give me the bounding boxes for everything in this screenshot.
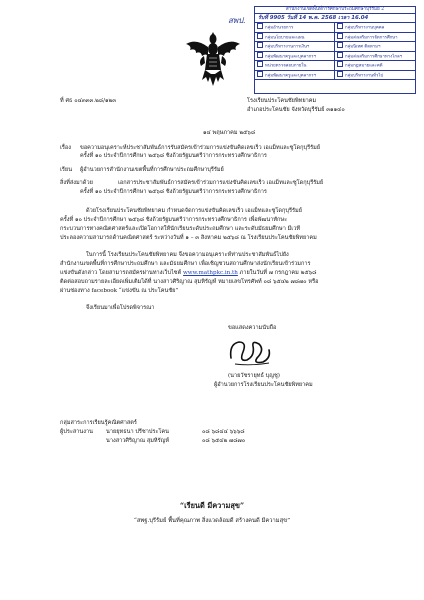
- stamp-department-label: กลุ่มบริหารงานบุคคล: [345, 25, 385, 31]
- paragraph2-line-3-post: ภายในวันที่ ๗ กรกฎาคม ๒๕๖๘: [239, 270, 317, 276]
- checkbox-icon: [257, 52, 263, 58]
- coordinator-name: นายยุทธนา ปรีชาประโคน: [106, 429, 169, 435]
- subject-line-2: ครั้งที่ ๑๐ ประจำปีการศึกษา ๒๕๖๘ ชิงถ้วยรัฐมนตรีว่าการกระทรวงศึกษาธิการ: [80, 153, 267, 159]
- paragraph1-line: ประลองความสามารถด้านคณิตศาสตร์ ระหว่างวันที่ ๑ – ๓ สิงหาคม ๒๕๖๘ ณ โรงเรียนประโคนชัยพิทยาคม: [60, 235, 317, 241]
- checkbox-icon: [257, 71, 263, 77]
- coordinator-label: ผู้ประสานงาน: [60, 429, 93, 435]
- stamp-department-item: [335, 52, 415, 62]
- stamp-department-grid: [255, 23, 415, 80]
- stamp-department-item: [335, 61, 415, 71]
- stamp-department-label: กลุ่มอำนวยการ: [265, 25, 294, 31]
- school-name: โรงเรียนประโคนชัยพิทยาคม: [247, 98, 317, 104]
- document-date: ๑๔ พฤษภาคม ๒๕๖๘: [203, 130, 256, 136]
- margin-handwritten-note: สพป.: [228, 16, 246, 25]
- checkbox-icon: [337, 33, 343, 39]
- paragraph2-line-5: ผ่านช่องทาง facebook “แข่งขัน ณ ประโคนชัย”: [60, 288, 179, 294]
- checkbox-icon: [337, 42, 343, 48]
- checkbox-icon: [257, 23, 263, 29]
- signatory-name: (นายวัชรายุทธ์ บุญชู): [228, 373, 280, 379]
- stamp-receipt-line: [255, 14, 415, 23]
- stamp-department-item: [255, 71, 335, 81]
- stamp-department-item: [335, 71, 415, 81]
- recipient-text: ผู้อำนวยการสำนักงานเขตพื้นที่การศึกษาประถมศึกษาบุรีรัมย์: [80, 167, 224, 173]
- recipient-label: เรียน: [60, 167, 73, 173]
- receiving-stamp: [254, 6, 416, 94]
- paragraph1-line: ด้วยโรงเรียนประโคนชัยพิทยาคม กำหนดจัดการแข่งขันคิดเลขเร็ว เอแม็ทและซูโดกุบุรีรัมย์: [86, 208, 302, 214]
- stamp-department-label: กลุ่มพัฒนาครูและบุคลากรฯ: [265, 54, 316, 59]
- stamp-department-label: กลุ่มส่งเสริมการศึกษาทางไกลฯ: [345, 54, 403, 59]
- stamp-department-label: กลุ่มนโยบายและแผน: [265, 35, 305, 40]
- school-motto: “เรียนดี มีความสุข”: [179, 501, 245, 510]
- stamp-department-item: [255, 42, 335, 52]
- paragraph2-line-1: ในการนี้ โรงเรียนประโคนชัยพิทยาคม จึงขอความอนุเคราะห์ท่านประชาสัมพันธ์ไปยัง: [86, 252, 289, 258]
- office-slogan: “สพฐ.บุรีรัมย์ พื้นที่คุณภาพ สิ่งแวดล้อมดี สร้างคนดี มีความสุข”: [133, 518, 291, 524]
- subject-line-1: ขอความอนุเคราะห์ประชาสัมพันธ์การรับสมัครเข้าร่วมการแข่งขันคิดเลขเร็ว เอแม็ทและซูโดกุบุรีรัมย์: [80, 145, 321, 151]
- checkbox-icon: [337, 23, 343, 29]
- checkbox-icon: [257, 42, 263, 48]
- stamp-department-item: [255, 52, 335, 62]
- paragraph2-line-3-pre: แข่งขันดังกล่าว โดยสามารถสมัครผ่านทางเว็บไซต์: [60, 270, 182, 276]
- footer-department: กลุ่มสาระการเรียนรู้คณิตศาสตร์: [60, 420, 137, 426]
- subject-label: เรื่อง: [60, 145, 72, 151]
- stamp-department-label: กลุ่มบริหารงานทั่วไป: [345, 73, 384, 78]
- stamp-department-item: [335, 23, 415, 33]
- enclosure-line-1: เอกสารประชาสัมพันธ์การสมัครเข้าร่วมการแข่งขันคิดเลขเร็ว เอแม็ทและซูโดกุบุรีรัมย์: [118, 180, 324, 186]
- paragraph2-line-2: สำนักงานเขตพื้นที่การศึกษาประถมศึกษา และมัธยมศึกษา เพื่อเชิญชวนสถานศึกษาส่งนักเรียนเข้าร่วมการ: [60, 261, 311, 267]
- stamp-department-item: [335, 33, 415, 43]
- checkbox-icon: [337, 52, 343, 58]
- stamp-department-label: กลุ่มส่งเสริมการจัดการศึกษา: [345, 35, 398, 40]
- checkbox-icon: [337, 71, 343, 77]
- paragraph1-line: ครั้งที่ ๑๐ ประจำปีการศึกษา ๒๕๖๘ ชิงถ้วยรัฐมนตรีว่าการกระทรวงศึกษาธิการ เพื่อพัฒนาทักษะ: [60, 217, 288, 223]
- stamp-department-label: กลุ่มบริหารงานการเงินฯ: [265, 44, 310, 50]
- school-address: อำเภอประโคนชัย จังหวัดบุรีรัมย์ ๓๑๑๔๐: [247, 107, 345, 113]
- coordinator-phone: ๐๘ ๖๕๔๒ ๗๘๗๐: [202, 438, 246, 444]
- stamp-department-item: [255, 61, 335, 71]
- paragraph2-line-3: [60, 270, 316, 277]
- coordinator-name: นางสาวศิริญาณ สุมหิรัญห์: [106, 438, 170, 444]
- checkbox-icon: [257, 33, 263, 39]
- paragraph1-line: กระบวนการทางคณิตศาสตร์และเปิดโอกาสให้นักเรียนระดับประถมศึกษา และระดับมัธยมศึกษา มีเวที: [60, 226, 301, 232]
- stamp-department-item: [335, 42, 415, 52]
- stamp-department-label: กลุ่มพัฒนาครูและบุคลากรฯ: [265, 73, 316, 78]
- garuda-emblem: [184, 30, 242, 88]
- checkbox-icon: [337, 61, 343, 67]
- stamp-receipt-text: รับที่ 9905 วันที่ 14 พ.ค. 2568 เวลา 16.04: [258, 15, 369, 21]
- stamp-department-item: [255, 33, 335, 43]
- checkbox-icon: [257, 61, 263, 67]
- website-link[interactable]: www.mathpkc.in.th: [183, 270, 238, 276]
- signatory-position: ผู้อำนวยการโรงเรียนประโคนชัยพิทยาคม: [214, 382, 313, 388]
- enclosure-line-2: ครั้งที่ ๑๐ ประจำปีการศึกษา ๒๕๖๘ ชิงถ้วยรัฐมนตรีว่าการกระทรวงศึกษาธิการ: [80, 189, 267, 195]
- document-number: ที่ ศธ ๐๔๓๓๓.๒๘/๑๒๓: [60, 98, 117, 104]
- stamp-department-label: กลุ่มนิเทศ ติดตามฯ: [345, 44, 381, 50]
- closing-request: จึงเรียนมาเพื่อโปรดพิจารณา: [86, 305, 155, 311]
- stamp-department-label: กลุ่มกฎหมายและคดี: [345, 63, 383, 69]
- stamp-department-item: [255, 23, 335, 33]
- stamp-department-label: หน่วยตรวจสอบภายใน: [265, 63, 307, 69]
- salutation: ขอแสดงความนับถือ: [228, 325, 277, 331]
- handwritten-signature: [225, 336, 275, 370]
- coordinator-phone: ๐๘ ๖๘๔๔ ๖๖๖๘: [202, 429, 245, 435]
- paragraph2-line-4: ติดต่อสอบถามรายละเอียดเพิ่มเติมได้ที่ นางสาวศิริญาณ สุมหิรัญห์ หมายเลขโทรศัพท์ ๐๘ ๖๕๔๒ ๗๘๗๐ หรือ: [60, 279, 319, 285]
- enclosure-label: สิ่งที่ส่งมาด้วย: [60, 180, 93, 186]
- stamp-header: สำนักงานเขตพื้นที่การศึกษาประถมศึกษาบุรีรัมย์ 2: [255, 7, 415, 14]
